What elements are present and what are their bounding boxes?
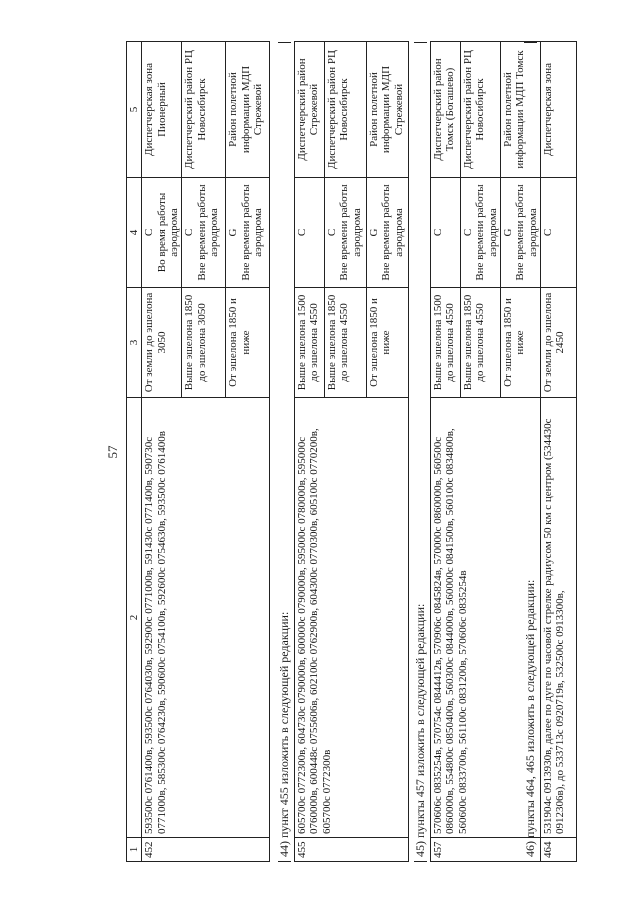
- class-time-cell: [142, 178, 182, 288]
- altitude-cell: Выше эшелона 1850 до эшелона 4550: [325, 288, 367, 398]
- altitude-cell: Выше эшелона 1850 до эшелона 4550: [461, 288, 501, 398]
- airspace-class: G: [368, 228, 380, 237]
- altitude-cell: От эшелона 1850 и ниже: [367, 288, 409, 398]
- table-row-464: [540, 41, 577, 862]
- row-number: 464: [541, 838, 577, 862]
- operating-time: Вне времени работы аэродрома: [380, 184, 405, 281]
- class-time-cell: [295, 178, 325, 288]
- airspace-class: С: [432, 228, 444, 237]
- altitude-cell: Выше эшелона 1500 до эшелона 4550: [295, 288, 325, 398]
- airspace-class: G: [501, 228, 514, 237]
- header-col-3: 3: [127, 288, 142, 398]
- airspace-class: С: [326, 228, 338, 237]
- altitude-cell: От земли до эшелона 2450: [541, 288, 577, 398]
- header-col-1: 1: [127, 838, 142, 862]
- altitude-cell: От земли до эшелона 3050: [142, 288, 182, 398]
- amendment-455-heading: 44) пункт 455 изложить в следующей редакции:: [278, 42, 291, 862]
- header-col-5: 5: [127, 42, 142, 178]
- airspace-class: G: [227, 228, 240, 237]
- row-number: 452: [142, 838, 270, 862]
- header-col-2: 2: [127, 398, 142, 838]
- airspace-class: С: [542, 228, 554, 237]
- table-row-455: [294, 41, 409, 862]
- altitude-cell: От эшелона 1850 и ниже: [500, 288, 540, 398]
- operating-time: Вне времени работы аэродрома: [338, 184, 363, 281]
- amendment-457-heading: 45) пункты 457 изложить в следующей редакции:: [414, 42, 427, 862]
- rotated-content: [100, 42, 567, 862]
- atc-unit-cell: Район полетной информации МДП Стрежевой: [367, 42, 409, 178]
- operating-time: Вне времени работы аэродрома: [195, 184, 220, 281]
- altitude-cell: Выше эшелона 1850 до эшелона 3050: [182, 288, 226, 398]
- class-time-cell: [541, 178, 577, 288]
- atc-unit-cell: Диспетчерская зона: [541, 42, 577, 178]
- operating-time: Во время работы аэродрома: [155, 192, 180, 273]
- altitude-cell: От эшелона 1850 и ниже: [226, 288, 270, 398]
- airspace-class: С: [296, 228, 308, 237]
- altitude-cell: Выше эшелона 1500 до эшелона 4550: [431, 288, 461, 398]
- class-time-cell: [461, 178, 501, 288]
- header-col-4: 4: [127, 178, 142, 288]
- class-time-cell: [367, 178, 409, 288]
- operating-time: Вне времени работы аэродрома: [239, 184, 264, 281]
- class-time-cell: [226, 178, 270, 288]
- airspace-class: С: [462, 228, 474, 237]
- class-time-cell: [325, 178, 367, 288]
- atc-unit-cell: Диспетчерская зона Пионерный: [142, 42, 182, 178]
- atc-unit-cell: Диспетчерский район РЦ Новосибирск: [325, 42, 367, 178]
- amendment-464-465-heading: 46) пункты 464, 465 изложить в следующей редакции:: [524, 42, 537, 862]
- atc-unit-cell: Диспетчерский район РЦ Новосибирск: [182, 42, 226, 178]
- class-time-cell: [182, 178, 226, 288]
- atc-unit-cell: Диспетчерский район РЦ Новосибирск: [461, 42, 501, 178]
- header-row: [127, 42, 142, 862]
- table-row-452: [126, 41, 270, 862]
- atc-unit-cell: Диспетчерский район Томск (Богашево): [431, 42, 461, 178]
- row-number: 457: [431, 838, 541, 862]
- airspace-class: С: [183, 228, 196, 237]
- operating-time: Вне времени работы аэродрома: [514, 184, 539, 281]
- coordinates-cell: 593500с 0761400в, 593500с 0764030в, 592900с 0771000в, 591430с 0771400в, 590730с 0771000в, 585300с 0764230в, 590600с 0754100в, 592600с 0754630в, 593500с 0761400в: [142, 398, 270, 838]
- atc-unit-cell: Диспетчерский район Стрежевой: [295, 42, 325, 178]
- class-time-cell: [431, 178, 461, 288]
- page-number: 57: [105, 445, 120, 459]
- atc-unit-cell: Район полетной информации МДП Стрежевой: [226, 42, 270, 178]
- atc-unit-cell: Район полетной информации МДП Томск: [500, 42, 540, 178]
- coordinates-cell: 531904с 0913930в, далее по дуге по часовой стрелке радиусом 50 км с центром (534430с 0912306в), до 533713с 0920719в, 532500с 0913300в,: [541, 398, 577, 838]
- coordinates-cell: 605700с 0772300в, 604730с 0790000в, 600000с 0790000в, 595000с 0780000в, 595000с 0760000в, 600448с 0755606в, 602100с 0762900в, 604300с 0770300в, 605100с 0770200в, 605700с 0772300в: [295, 398, 409, 838]
- operating-time: Вне времени работы аэродрома: [474, 184, 499, 281]
- coordinates-cell: 570606с 0835254в, 570754с 0844412в, 570906с 0845824в, 570000с 0860000в, 560500с 0860000в, 554800с 0850400в, 560300с 0844000в, 560000с 0841500в, 560100с 0834800в, 560600с 0833700в, 561100с 0831200в, 570606с 0835254в: [431, 398, 541, 838]
- row-number: 455: [295, 838, 409, 862]
- airspace-class: С: [143, 228, 156, 237]
